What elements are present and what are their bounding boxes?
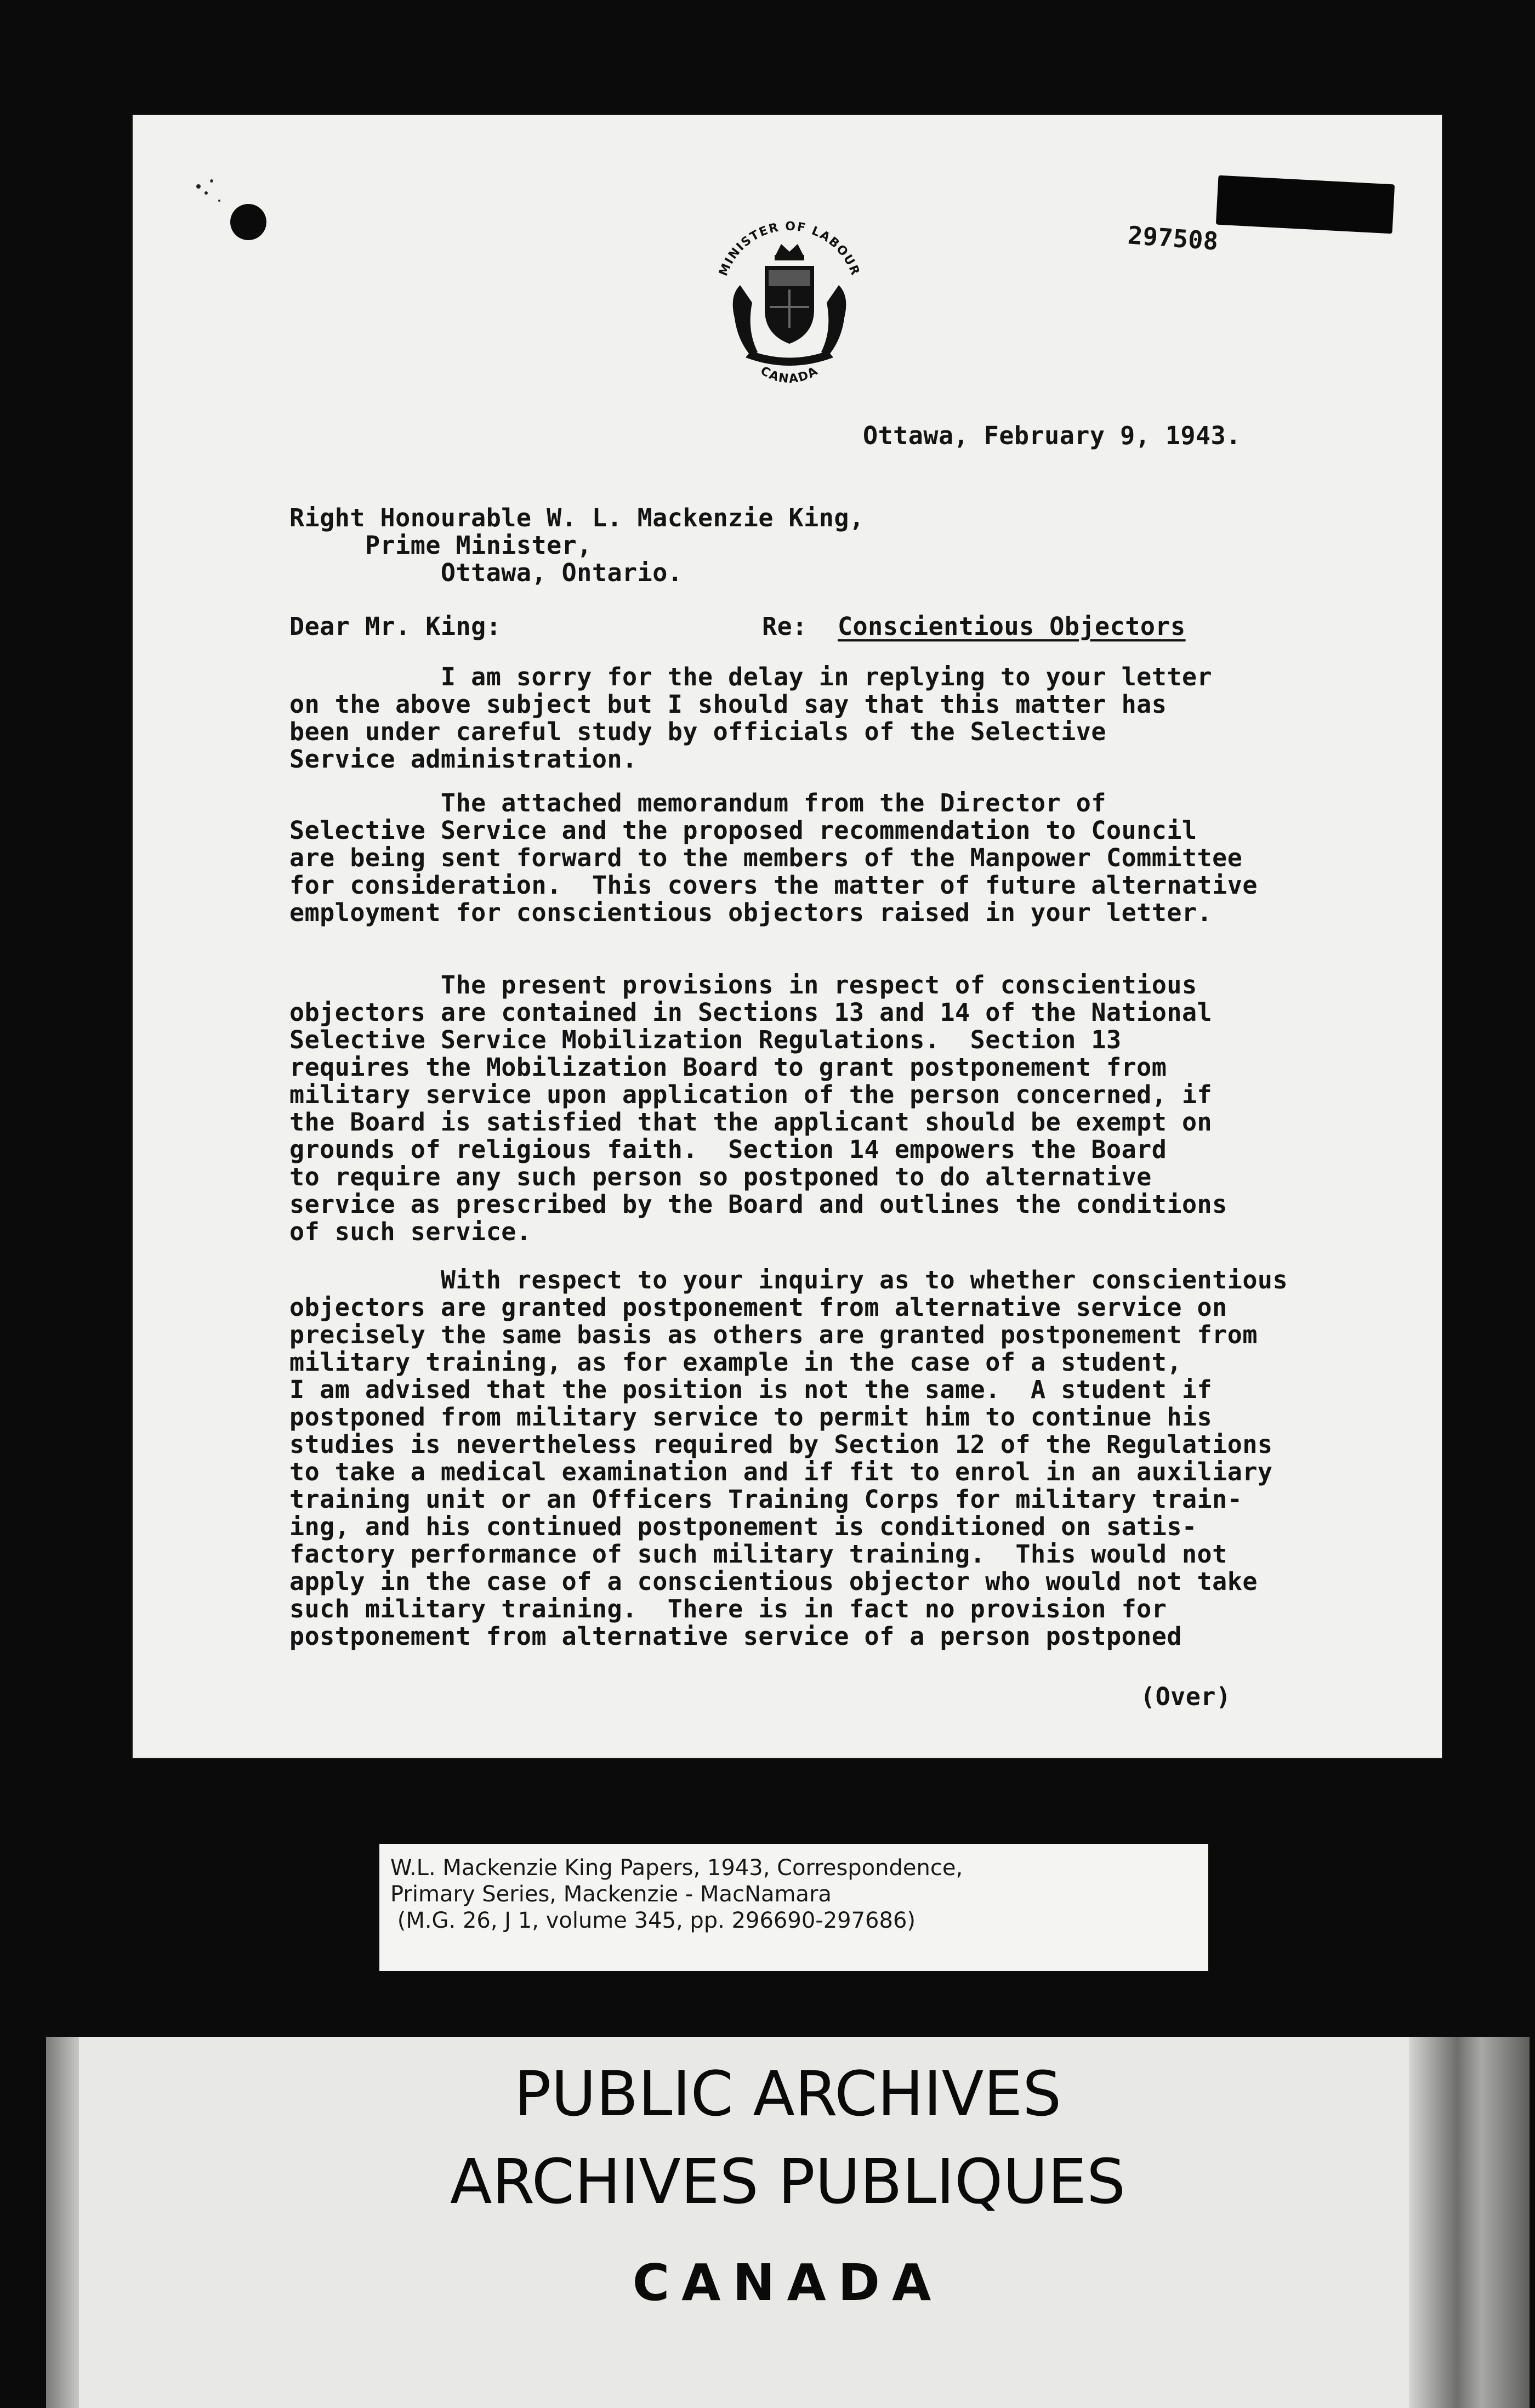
subject-line [762, 613, 1186, 640]
redaction-bar [1216, 175, 1395, 234]
stamp-line-country: CANADA [632, 2253, 943, 2312]
stamp-line-french: ARCHIVES PUBLIQUES [450, 2146, 1126, 2218]
citation-line: Primary Series, Mackenzie - MacNamara [390, 1882, 832, 1907]
archival-citation-label [379, 1844, 1208, 1971]
letter-date: Ottawa, February 9, 1943. [863, 421, 1241, 450]
supporter-right-icon [821, 285, 846, 356]
addressee-block [289, 504, 865, 587]
addressee-line: Prime Minister, [289, 531, 592, 560]
crest-bottom-text: CANADA [758, 364, 821, 387]
citation-line: (M.G. 26, J 1, volume 345, pp. 296690-297686) [390, 1908, 916, 1933]
public-archives-stamp [46, 2037, 1530, 2408]
subject-text: Conscientious Objectors [837, 612, 1186, 641]
crown-icon [776, 244, 803, 255]
re-label: Re: [762, 612, 808, 641]
citation-line: W.L. Mackenzie King Papers, 1943, Correspondence, [390, 1855, 963, 1881]
over-note: (Over) [1140, 1682, 1231, 1711]
paper-specks [187, 164, 253, 230]
paragraph: The attached memorandum from the Director of Selective Service and the proposed recommendation to Council are being sent forward to the members of the Manpower Committee for consideration. This covers the matter of future alternative employment for conscientious objectors raised in your letter. [289, 788, 1258, 927]
letter-page [133, 115, 1442, 1758]
addressee-line: Right Honourable W. L. Mackenzie King, [289, 503, 865, 532]
paragraph: I am sorry for the delay in replying to your letter on the above subject but I should say that this matter has been under careful study by officials of the Selective Service administration. [289, 662, 1213, 774]
document-number: 297508 [1127, 220, 1220, 256]
svg-text:CANADA [758, 364, 821, 387]
addressee-line: Ottawa, Ontario. [289, 558, 683, 587]
crest-top-text: MINISTER OF LABOUR [717, 219, 862, 279]
minister-of-labour-crest [702, 203, 877, 406]
stamp-line-english: PUBLIC ARCHIVES [514, 2059, 1062, 2130]
salutation: Dear Mr. King: [289, 612, 502, 641]
supporter-left-icon [733, 285, 758, 356]
paragraph: With respect to your inquiry as to whether conscientious objectors are granted postponement from alternative service on precisely the same basis as others are granted postponement from military training, as for example in the case of a student, I am advised that the position is not the same. A student if postponed from military service to permit him to continue his studies is nevertheless required by Section 12 of the Regulations to take a medical examination and if fit to enrol in an auxiliary training unit or an Officers Training Corps for military train- ing, and his continued postponement is conditioned on satis- factory performance of such military training. This would not apply in the case of a conscientious objector who would not take such military training. There is in fact no provision for postponement from alternative service of a person postponed [289, 1265, 1288, 1651]
paragraph: The present provisions in respect of conscientious objectors are contained in Sections 13 and 14 of the National Selective Service Mobilization Regulations. Section 13 requires the Mobilization Board to grant postponement from military service upon application of the person concerned, if the Board is satisfied that the applicant should be exempt on grounds of religious faith. Section 14 empowers the Board to require any such person so postponed to do alternative service as prescribed by the Board and outlines the conditions of such service. [289, 970, 1227, 1246]
